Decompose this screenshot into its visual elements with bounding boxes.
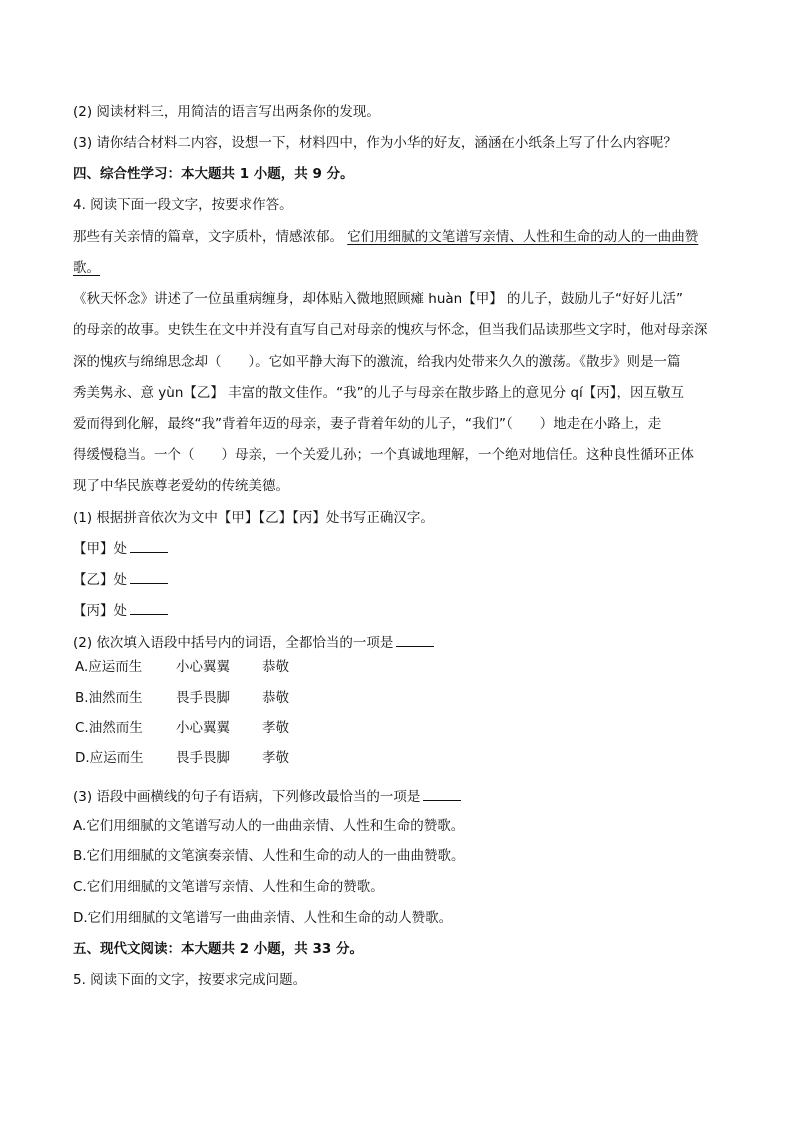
underlined-sentence-end: 歌。 xyxy=(73,260,100,276)
passage-line-5: 深的愧疚与绵绵思念却（ ）。它如平静大海下的激流，给我内处带来久久的激荡。《散步》则是一篇 xyxy=(73,354,681,370)
passage-line-4: 的母亲的故事。史铁生在文中并没有直写自己对母亲的愧疚与怀念，但当我们品读那些文字时，他对母亲深 xyxy=(73,322,708,338)
passage-text: 那些有关亲情的篇章，文字质朴，情感浓郁。 xyxy=(73,229,343,245)
option-word-3: 孝敬 xyxy=(262,720,289,736)
question-5-stem: 5. 阅读下面的文字，按要求完成问题。 xyxy=(73,972,307,988)
option-label: C.油然而生 xyxy=(75,720,143,736)
option-word-2: 小心翼翼 xyxy=(176,720,230,736)
passage-line-9: 现了中华民族尊老爱幼的传统美德。 xyxy=(73,478,289,494)
passage-line-8: 得缓慢稳当。一个（ ）母亲，一个关爱儿孙；一个真诚地理解，一个绝对地信任。这种良性循环正体 xyxy=(73,447,694,463)
blank-label: 【丙】处 xyxy=(73,603,127,619)
blank-bing xyxy=(73,600,723,622)
passage-line-2 xyxy=(73,257,723,279)
option-word-2: 小心翼翼 xyxy=(176,659,230,675)
sub-question-3-option-a: A.它们用细腻的文笔谱写动人的一曲曲亲情、人性和生命的赞歌。 xyxy=(73,818,465,834)
sub-question-3-option-b: B.它们用细腻的文笔演奏亲情、人性和生命的动人的一曲曲赞歌。 xyxy=(73,848,465,864)
answer-blank[interactable] xyxy=(130,538,168,553)
question-4-stem: 4. 阅读下面一段文字，按要求作答。 xyxy=(73,197,293,213)
question-part-2: (2) 阅读材料三，用简洁的语言写出两条你的发现。 xyxy=(73,104,380,120)
answer-blank[interactable] xyxy=(396,632,434,647)
section-4-heading: 四、综合性学习：本大题共 1 小题，共 9 分。 xyxy=(73,166,354,182)
option-word-2: 畏手畏脚 xyxy=(176,690,230,706)
blank-label: 【乙】处 xyxy=(73,572,127,588)
passage-line-6: 秀美隽永、意 yùn【乙】 丰富的散文佳作。“我”的儿子与母亲在散步路上的意见分 qí【丙】，因互敬互 xyxy=(73,385,685,401)
option-word-3: 恭敬 xyxy=(262,690,289,706)
answer-blank[interactable] xyxy=(130,569,168,584)
answer-blank[interactable] xyxy=(130,600,168,615)
prompt-text: (2) 依次填入语段中括号内的词语，全都恰当的一项是 xyxy=(73,635,394,651)
question-part-3: (3) 请你结合材料二内容，设想一下，材料四中，作为小华的好友，涵涵在小纸条上写了什么内容呢？ xyxy=(73,135,677,151)
prompt-text: (3) 语段中画横线的句子有语病，下列修改最恰当的一项是 xyxy=(73,789,421,805)
answer-blank[interactable] xyxy=(423,786,461,801)
underlined-sentence: 它们用细腻的文笔谱写亲情、人性和生命的动人的一曲曲赞 xyxy=(347,229,699,245)
sub-question-3-option-c: C.它们用细腻的文笔谱写亲情、人性和生命的赞歌。 xyxy=(73,879,384,895)
sub-question-3-prompt xyxy=(73,786,723,808)
blank-jia xyxy=(73,538,723,560)
option-label: D.应运而生 xyxy=(75,750,144,766)
option-label: A.应运而生 xyxy=(75,659,143,675)
option-word-3: 恭敬 xyxy=(262,659,289,675)
passage-line-7: 爱而得到化解，最终“我”背着年迈的母亲，妻子背着年幼的儿子，“我们”（ ）地走在小路上，走 xyxy=(73,416,662,432)
section-5-heading: 五、现代文阅读：本大题共 2 小题，共 33 分。 xyxy=(73,941,363,957)
sub-question-1-prompt: (1) 根据拼音依次为文中【甲】【乙】【丙】处书写正确汉字。 xyxy=(73,510,434,526)
blank-label: 【甲】处 xyxy=(73,541,127,557)
option-label: B.油然而生 xyxy=(75,690,143,706)
passage-line-1 xyxy=(73,226,723,248)
blank-yi xyxy=(73,569,723,591)
sub-question-2-prompt xyxy=(73,632,723,654)
option-word-3: 孝敬 xyxy=(262,750,289,766)
option-word-2: 畏手畏脚 xyxy=(176,750,230,766)
passage-line-3: 《秋天怀念》讲述了一位虽重病缠身，却体贴入微地照顾瘫 huàn【甲】 的儿子，鼓励儿子“好好儿活” xyxy=(73,291,684,307)
sub-question-3-option-d: D.它们用细腻的文笔谱写一曲曲亲情、人性和生命的动人赞歌。 xyxy=(73,910,453,926)
